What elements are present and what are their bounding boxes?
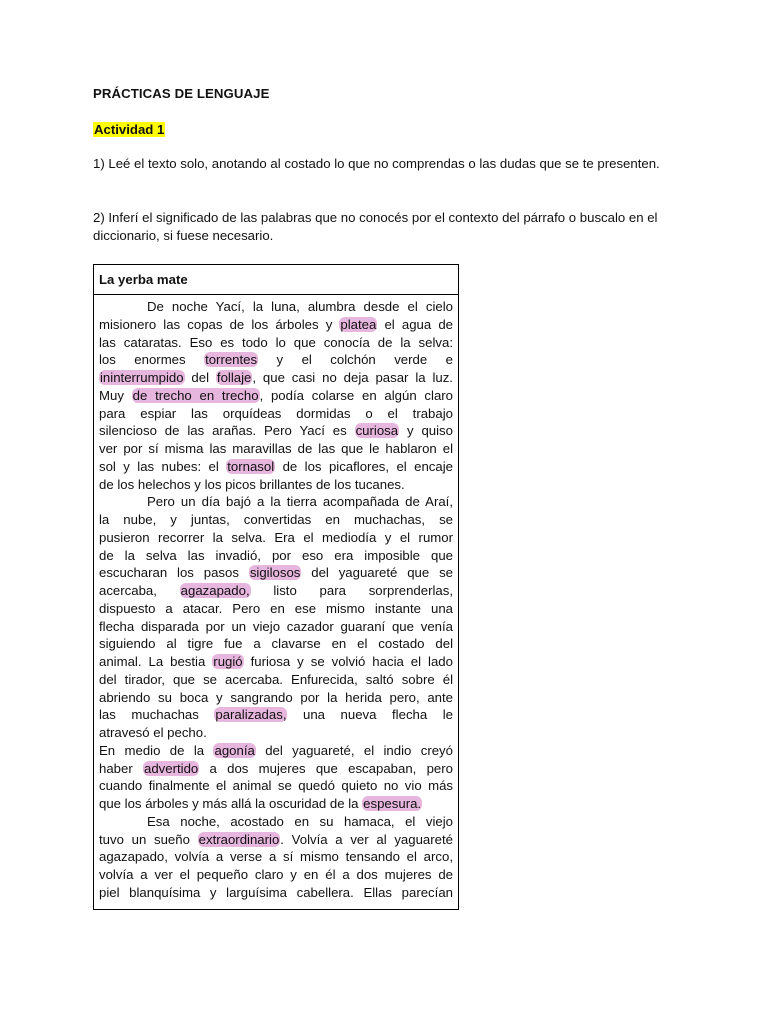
text-line xyxy=(99,742,453,760)
text-segment: las muchachas xyxy=(99,707,215,723)
text-line xyxy=(99,884,453,902)
text-line xyxy=(99,387,453,405)
text-segment: de los picaflores, el encaje xyxy=(275,458,453,474)
text-segment: agazapado, volvía a verse a sí mismo tensando el arco, xyxy=(99,849,453,865)
highlighted-word: espesura. xyxy=(363,796,422,811)
text-segment: ver por sí misma las maravillas de las que le hablaron el xyxy=(99,441,453,456)
text-segment: siguiendo al tigre fue a clavarse en el costado del xyxy=(99,636,453,652)
text-segment: , podía colarse en algún claro xyxy=(259,387,454,403)
text-segment: listo para sorprenderlas, xyxy=(250,583,453,598)
highlighted-word: sigilosos xyxy=(249,565,301,581)
text-segment: piel blanquísima y larguísima cabellera. Ellas parecían xyxy=(99,884,453,900)
text-segment: del tirador, que se acercaba. Enfurecida, saltó sobre él xyxy=(99,671,453,687)
text-segment: las cataratas. Eso es todo lo que conocía de la selva: xyxy=(99,334,453,350)
text-segment: a dos mujeres que escapaban, pero xyxy=(199,760,453,776)
text-line xyxy=(99,298,453,316)
text-segment: furiosa y se volvió hacia el lado xyxy=(243,654,453,669)
highlighted-word: torrentes xyxy=(205,352,258,368)
text-line xyxy=(99,529,453,547)
highlighted-word: de trecho en trecho xyxy=(132,387,259,403)
text-box-body xyxy=(94,295,458,902)
text-segment: y el colchón verde e xyxy=(258,352,453,368)
text-line xyxy=(99,813,453,831)
text-line xyxy=(99,600,453,618)
text-line xyxy=(99,795,453,813)
text-line xyxy=(99,635,453,653)
activity-label: Actividad 1 xyxy=(94,122,165,137)
text-line xyxy=(99,831,453,849)
text-line xyxy=(99,422,453,440)
text-segment: volvía a ver el pequeño claro y en él a dos mujeres de xyxy=(99,867,453,882)
text-segment: del xyxy=(184,370,216,385)
highlighted-word: rugió xyxy=(213,654,243,669)
text-segment: De noche Yací, la luna, alumbra desde el cielo xyxy=(147,299,453,314)
highlighted-word: follaje xyxy=(216,370,252,385)
text-line xyxy=(99,511,453,529)
text-segment: pusieron recorrer la selva. Era el mediodía y el rumor xyxy=(99,529,453,545)
text-line xyxy=(99,671,453,689)
text-line xyxy=(99,689,453,707)
text-segment: haber xyxy=(99,760,143,776)
text-line xyxy=(99,706,453,724)
text-segment: abriendo su boca y sangrando por la herida pero, ante xyxy=(99,689,453,705)
text-line xyxy=(99,848,453,866)
highlighted-word: advertido xyxy=(144,760,199,776)
text-segment: En medio de la xyxy=(99,742,214,758)
text-segment: Esa noche, acostado en su hamaca, el viejo xyxy=(147,813,453,829)
instruction-2: 2) Inferí el significado de las palabras que no conocés por el contexto del párrafo o buscalo en el diccionario, si fuese necesario. xyxy=(93,210,658,243)
text-segment: y quiso xyxy=(399,423,453,439)
highlighted-word: agonía xyxy=(214,742,255,758)
highlighted-word: extraordinario xyxy=(198,831,280,847)
text-line xyxy=(99,564,453,582)
text-line xyxy=(99,618,453,636)
text-segment: de la selva las invadió, por eso era imposible que xyxy=(99,547,453,563)
highlighted-word: curiosa xyxy=(355,423,399,439)
text-segment: atravesó el pecho. xyxy=(99,725,207,740)
highlighted-word: platea xyxy=(340,316,377,332)
text-segment: Muy xyxy=(99,387,132,403)
text-line xyxy=(99,405,453,423)
text-segment: silencioso de las arañas. Pero Yací es xyxy=(99,423,355,439)
text-segment: para espiar las orquídeas dormidas o el trabajo xyxy=(99,405,453,421)
text-segment: del yaguareté que se xyxy=(301,565,454,581)
text-segment: acercaba, xyxy=(99,583,180,598)
highlighted-word: tornasol xyxy=(227,458,275,474)
text-segment: cuando finalmente el animal se quedó quieto no vio más xyxy=(99,778,453,794)
text-line xyxy=(99,493,453,511)
text-segment: del yaguareté, el indio creyó xyxy=(255,742,453,758)
reading-text-box xyxy=(93,264,459,910)
text-line xyxy=(99,440,453,458)
text-line xyxy=(99,777,453,795)
text-segment: flecha disparada por un viejo cazador guaraní que venía xyxy=(99,618,453,634)
text-segment: de los helechos y los picos brillantes de los tucanes. xyxy=(99,476,405,492)
text-box-heading: La yerba mate xyxy=(94,265,458,295)
text-segment: la nube, y juntas, convertidas en muchachas, se xyxy=(99,512,453,527)
text-segment: una nueva flecha le xyxy=(287,707,454,723)
text-segment: animal. La bestia xyxy=(99,654,213,669)
text-segment: dispuesto a atacar. Pero en ese mismo instante una xyxy=(99,600,453,616)
text-line xyxy=(99,582,453,600)
text-line xyxy=(99,369,453,387)
text-line xyxy=(99,316,453,334)
text-segment: , que casi no deja pasar la luz. xyxy=(252,370,453,385)
text-segment: el agua de xyxy=(377,316,453,332)
text-line xyxy=(99,334,453,352)
text-line xyxy=(99,547,453,565)
text-line xyxy=(99,458,453,476)
text-line xyxy=(99,476,453,494)
text-segment: sol y las nubes: el xyxy=(99,458,227,474)
text-line xyxy=(99,653,453,671)
text-segment: . Volvía a ver al yaguareté xyxy=(280,831,453,847)
highlighted-word: agazapado, xyxy=(180,583,250,598)
highlighted-word: paralizadas, xyxy=(215,707,287,723)
page-title: PRÁCTICAS DE LENGUAJE xyxy=(93,86,270,101)
text-segment: los enormes xyxy=(99,352,205,368)
text-segment: tuvo un sueño xyxy=(99,831,198,847)
instruction-1: 1) Leé el texto solo, anotando al costado lo que no comprendas o las dudas que se te presenten. xyxy=(93,156,660,171)
text-segment: Pero un día bajó a la tierra acompañada de Araí, xyxy=(147,494,453,510)
text-segment: escucharan los pasos xyxy=(99,565,249,581)
text-segment: que los árboles y más allá la oscuridad de la xyxy=(99,796,363,811)
text-segment: misionero las copas de los árboles y xyxy=(99,316,340,332)
highlighted-word: ininterrumpido xyxy=(100,370,184,385)
text-line xyxy=(99,760,453,778)
text-line xyxy=(99,724,453,742)
text-line xyxy=(99,351,453,369)
text-line xyxy=(99,866,453,884)
